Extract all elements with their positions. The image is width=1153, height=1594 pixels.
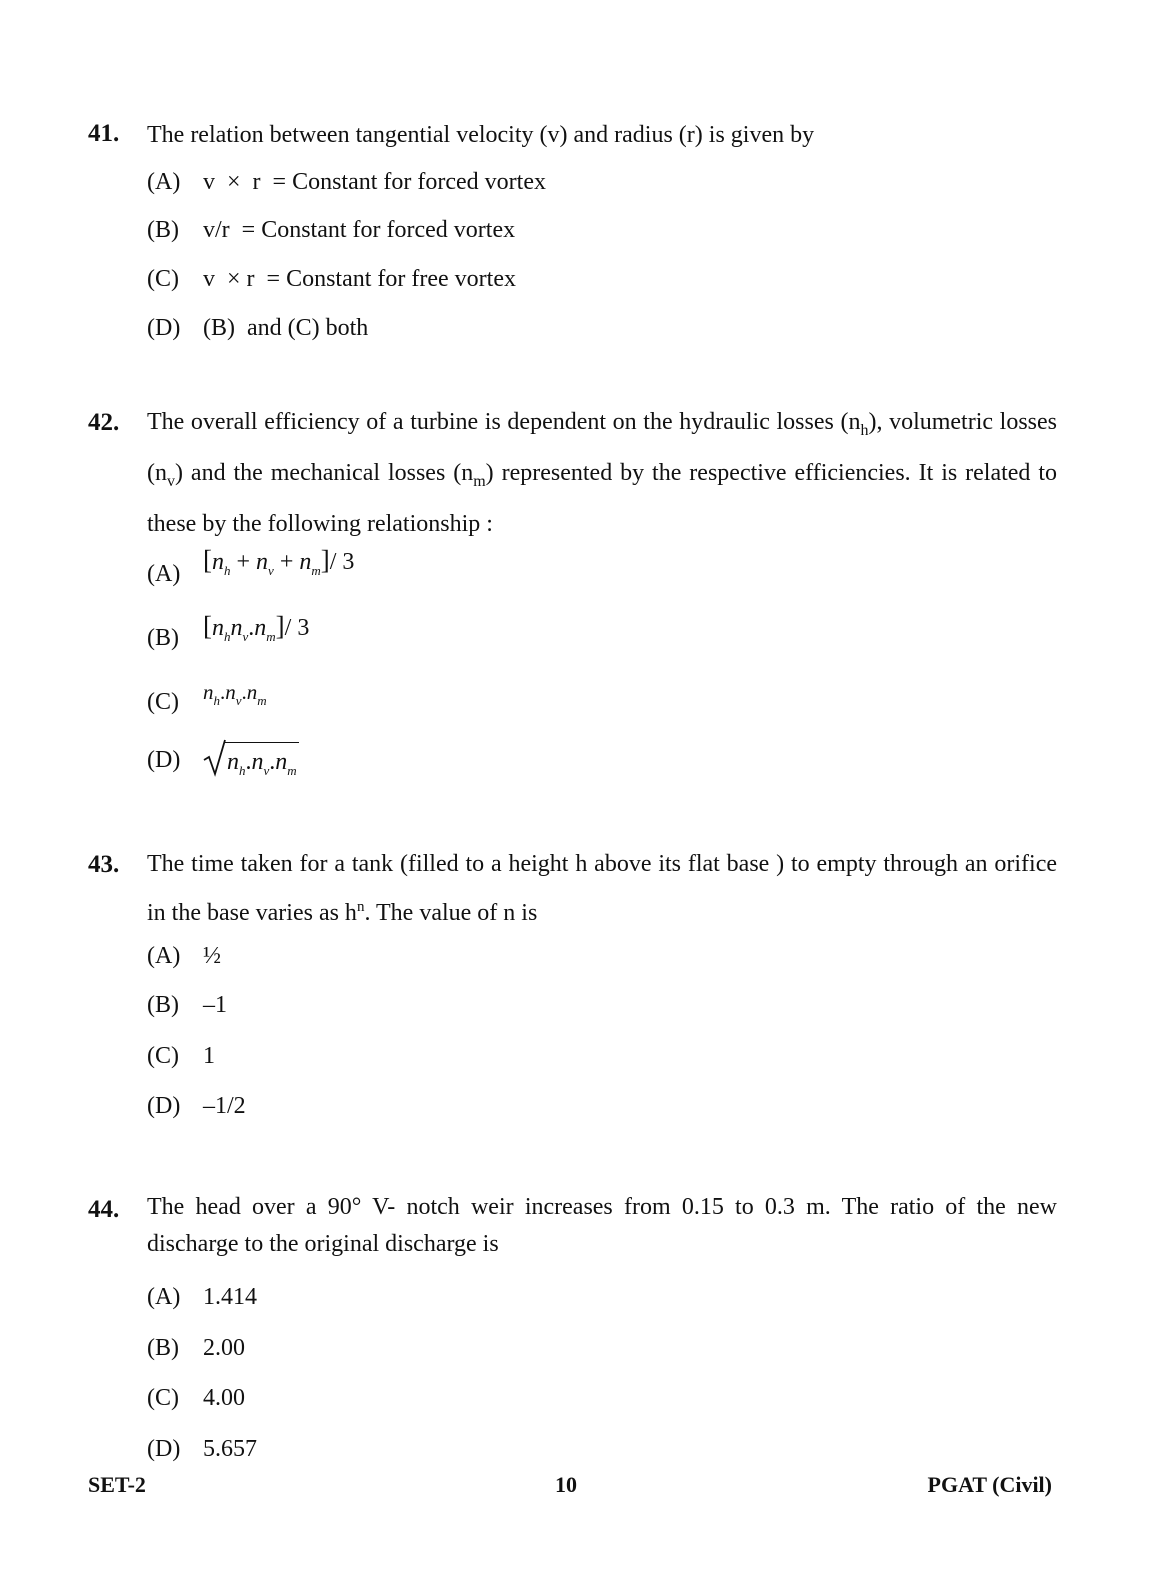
option-formula: $[n_h + n_v + n_m]/$ 3: [203, 545, 355, 578]
footer-set-code: SET-2: [88, 1472, 146, 1497]
option-formula: $n_h.n_v.n_m$: [203, 680, 267, 708]
question-number: 43.: [88, 851, 120, 878]
option-label: (B): [147, 625, 179, 651]
option-label: (C): [147, 1385, 179, 1411]
square-root-sign: $n_h.n_v.n_m$: [203, 742, 299, 788]
option-label: (C): [147, 266, 179, 292]
option-b: [147, 213, 515, 247]
option-formula: [203, 742, 299, 788]
option-text: 1.414: [203, 1284, 257, 1310]
question-stem: The relation between tangential velocity (v) and radius (r) is given by: [147, 122, 815, 148]
option-label: (A): [147, 943, 181, 969]
option-label: (D): [147, 315, 181, 341]
option-label: (D): [147, 747, 181, 773]
option-text: (B) and (C) both: [203, 315, 369, 341]
option-a: [147, 545, 355, 589]
radical-icon: [203, 738, 227, 778]
option-text: 5.657: [203, 1436, 257, 1462]
option-c: [147, 1039, 215, 1073]
option-label: (A): [147, 169, 181, 195]
option-label: (D): [147, 1093, 181, 1119]
option-c: [147, 262, 516, 296]
option-label: (B): [147, 217, 179, 243]
option-label: (C): [147, 689, 179, 715]
option-a: [147, 1280, 257, 1314]
option-text: 1: [203, 1043, 215, 1069]
option-text: –1: [203, 992, 227, 1018]
option-b: [147, 1331, 245, 1365]
option-formula: $[n_hn_v.n_m]/$ 3: [203, 611, 310, 644]
question-number: 44.: [88, 1196, 120, 1223]
question-stem: The overall efficiency of a turbine is dependent on the hydraulic losses $(n_h)$, volumetric losses $(n_v)$ and the mechanical losses $(n_m)$ represented by the respective efficiencies. It is related to these by the following relationship :: [147, 409, 1058, 537]
option-c: [147, 1381, 245, 1415]
option-text: –1/2: [203, 1093, 246, 1119]
option-d: [147, 740, 299, 778]
question-number: 42.: [88, 409, 120, 436]
option-d: [147, 311, 368, 345]
option-text: 2.00: [203, 1335, 245, 1361]
option-d: [147, 1432, 257, 1466]
option-text: v/r = Constant for forced vortex: [203, 217, 516, 243]
footer-page-number: 10: [555, 1472, 577, 1497]
option-text: v × r = Constant for free vortex: [203, 266, 516, 292]
option-a: [147, 165, 546, 199]
option-label: (A): [147, 561, 181, 587]
question-stem: The head over a 90° V- notch weir increases from 0.15 to 0.3 m. The ratio of the new discharge to the original discharge is: [147, 1194, 1057, 1257]
option-text: 4.00: [203, 1385, 245, 1411]
question-number: 41.: [88, 120, 120, 147]
option-b: [147, 611, 310, 653]
question-stem: The time taken for a tank (filled to a height h above its flat base ) to empty through an orifice in the base varies as $h^n$. The value of n is: [147, 851, 1057, 926]
option-label: (C): [147, 1043, 179, 1069]
option-label: (B): [147, 1335, 179, 1361]
option-label: (B): [147, 992, 179, 1018]
option-text: ½: [203, 943, 221, 969]
option-label: (D): [147, 1436, 181, 1462]
option-label: (A): [147, 1284, 181, 1310]
option-a: [147, 939, 221, 973]
footer-exam-title: PGAT (Civil): [927, 1472, 1052, 1497]
option-d: [147, 1089, 246, 1123]
option-b: [147, 988, 227, 1022]
option-c: [147, 680, 267, 719]
option-text: v × r = Constant for forced vortex: [203, 169, 546, 195]
